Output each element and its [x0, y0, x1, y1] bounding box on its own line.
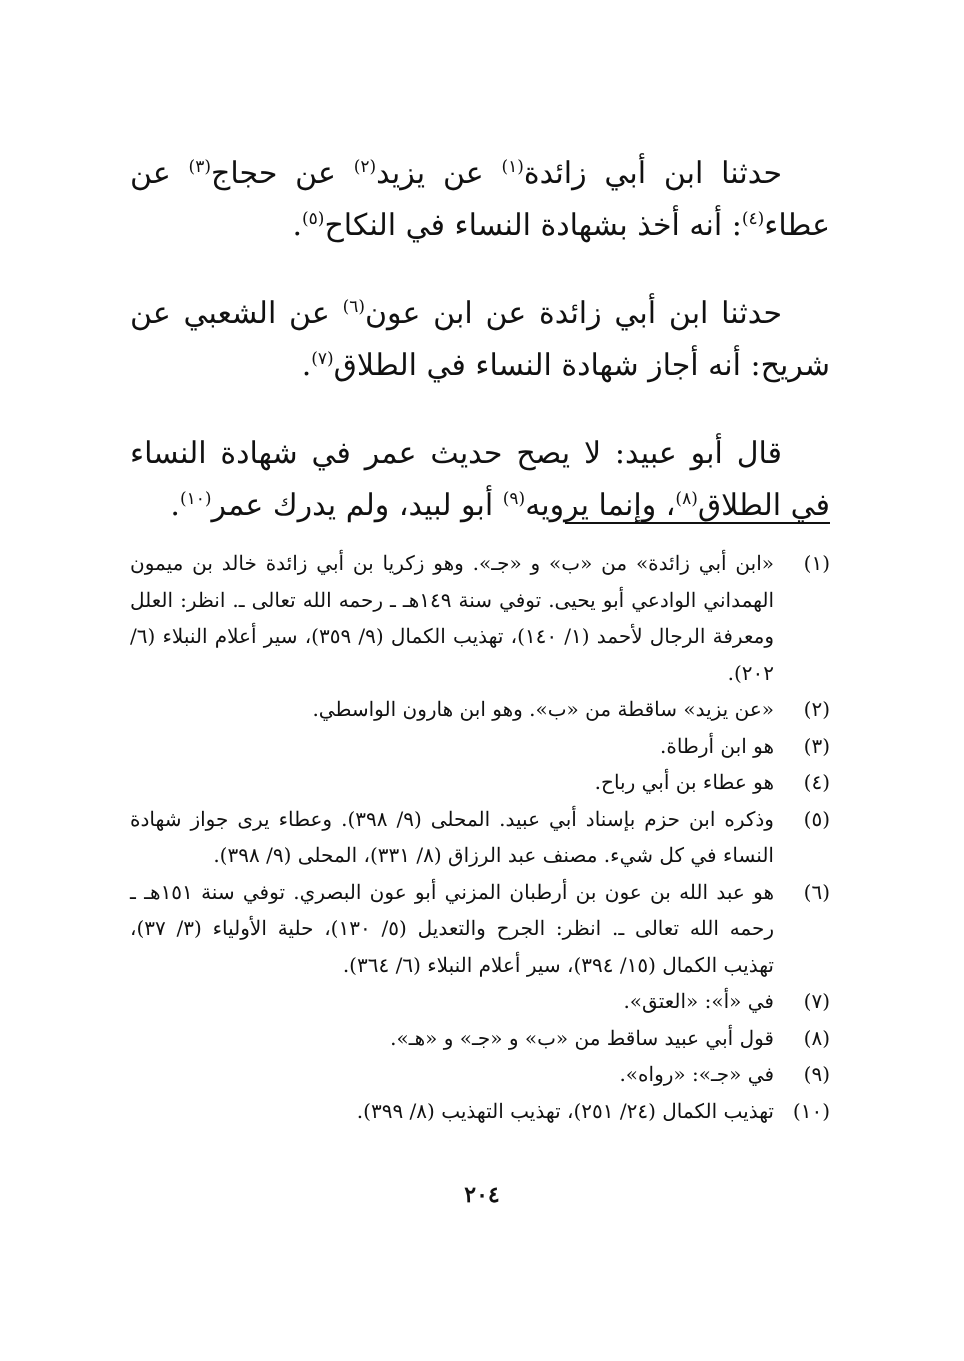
paragraph-2: حدثنا ابن أبي زائدة عن ابن عون$^{(٦)}$ عن الشعبي عن شريح: أنه أجاز شهادة النساء في الطلاق$^{(٧)}$.: [130, 296, 830, 383]
footnote-text: في «أ»: «العتق».: [623, 989, 774, 1013]
footnote-text: هو ابن أرطاة.: [659, 733, 774, 758]
footnote: [130, 874, 830, 984]
main-text: [130, 148, 830, 568]
footnotes: [130, 545, 830, 1129]
footnote-ref: (١): [501, 157, 524, 177]
footnote-text: تهذيب الكمال (٢٤/ ٢٥١)، تهذيب التهذيب (٨/ ٣٩٩).: [356, 1098, 774, 1123]
footnote-ref: (٤): [741, 209, 765, 229]
footnote-ref: (٢): [353, 157, 377, 177]
footnote: [130, 545, 830, 691]
footnote: [130, 983, 830, 1020]
footnote-text: «عن يزيد» ساقطة من «ب». وهو ابن هارون الواسطي.: [312, 697, 774, 721]
footnote-separator: [565, 522, 830, 524]
footnote: [130, 1056, 830, 1093]
page-number: ٢٠٤: [464, 1182, 500, 1208]
footnote-ref: (٩): [502, 489, 526, 509]
footnote: [130, 1020, 830, 1057]
footnote-ref: (٥): [302, 209, 325, 229]
footnote-number: (٩): [803, 1062, 830, 1086]
footnote-ref: (٦): [342, 297, 365, 317]
footnote: [130, 728, 830, 765]
footnote-ref: (٧): [311, 349, 334, 369]
footnote-number: (٦): [803, 879, 830, 904]
footnote-number: (١٠): [792, 1098, 830, 1123]
footnote-ref: (٨): [675, 489, 698, 509]
footnote-text: هو عبد الله بن عون بن أرطبان المزني أبو عون البصري. توفي سنة ١٥١هـ ـ رحمه الله تعالى ـ. انظر: الجرح والتعديل (٥/ ١٣٠)، حلية الأولياء (٣/ ٣٧)، تهذيب الكمال (١٥/ ٣٩٤)، سير أعلام النبلاء (٦/ ٣٦٤).: [130, 879, 775, 977]
footnote-number: (٥): [803, 806, 830, 831]
footnote-text: هو عطاء بن أبي رباح.: [594, 770, 774, 794]
footnote: [130, 691, 830, 728]
footnote-ref: (١٠): [179, 489, 212, 509]
footnote: [130, 764, 830, 801]
footnote-number: (٨): [803, 1025, 830, 1050]
footnote-number: (١): [803, 551, 830, 575]
footnote-text: «ابن أبي زائدة» من «ب» و «جـ». وهو زكريا بن أبي زائدة خالد بن ميمون الهمداني الوادعي أبو يحيى. توفي سنة ١٤٩هـ ـ رحمه الله تعالى ـ. انظر: العلل ومعرفة الرجال لأحمد (١/ ١٤٠)، تهذيب الكمال (٩/ ٣٥٩)، سير أعلام النبلاء (٦/ ٢٠٢).: [130, 551, 774, 685]
footnote-text: في «جـ»: «رواه».: [619, 1062, 774, 1086]
paragraph-3: قال أبو عبيد: لا يصح حديث عمر في شهادة النساء في الطلاق$^{(٨)}$، وإنما يرويه$^{(٩)}$ أبو لبيد، ولم يدرك عمر$^{(١٠)}$.: [130, 436, 830, 523]
footnote-text: قول أبي عبيد ساقط من «ب» و «جـ» و «هـ».: [390, 1025, 774, 1050]
paragraph-1: حدثنا ابن أبي زائدة$^{(١)}$ عن يزيد$^{(٢)}$ عن حجاج$^{(٣)}$ عن عطاء$^{(٤)}$: أنه أخذ بشهادة النساء في النكاح$^{(٥)}$.: [130, 156, 830, 243]
footnote-number: (٣): [803, 733, 830, 758]
footnote-number: (٢): [803, 697, 830, 721]
footnote: [130, 1093, 830, 1130]
footnote-ref: (٣): [188, 157, 211, 177]
footnote-text: وذكره ابن حزم بإسناد أبي عبيد. المحلى (٩/ ٣٩٨). وعطاء يرى جواز شهادة النساء في كل شيء. مصنف عبد الرزاق (٨/ ٣٣١)، المحلى (٩/ ٣٩٨).: [130, 806, 774, 867]
footnote: [130, 801, 830, 874]
footnote-number: (٤): [803, 770, 830, 794]
footnote-number: (٧): [803, 989, 830, 1013]
